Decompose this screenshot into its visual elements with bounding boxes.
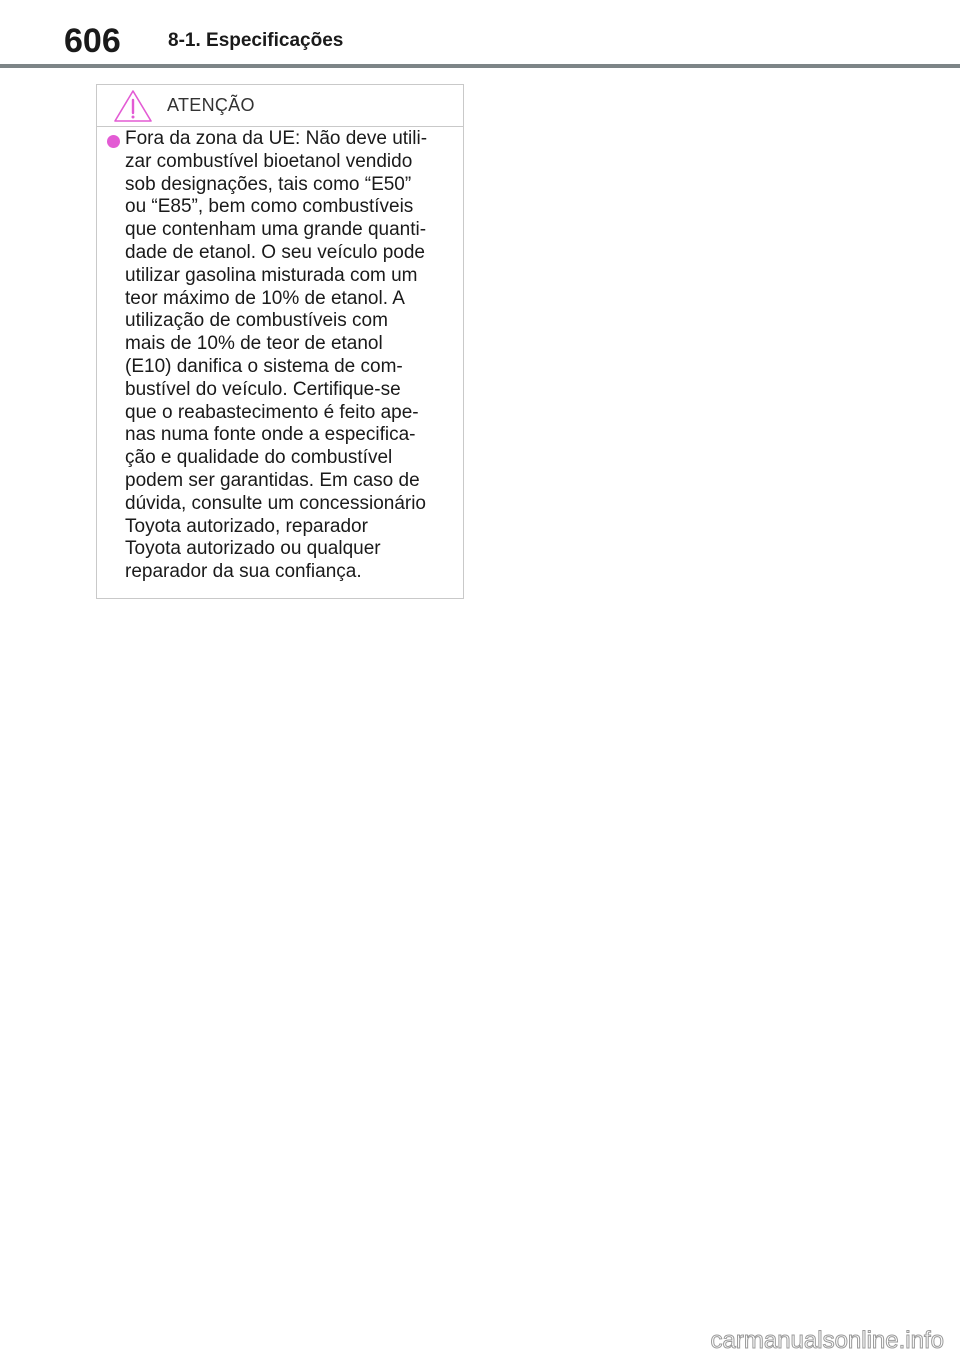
warning-text-line: mais de 10% de teor de etanol [125,333,383,355]
warning-text-line: sob designações, tais como “E50” [125,173,412,195]
warning-text-line: Fora da zona da UE: Não deve utili- [125,128,428,149]
warning-text-line: utilizar gasolina misturada com um [125,264,418,286]
watermark [586,1326,946,1354]
warning-text [125,128,451,584]
warning-text-line: ou “E85”, bem como combustíveis [125,196,414,218]
warning-text-line: zar combustível bioetanol vendido [125,150,413,172]
warning-text-line: teor máximo de 10% de etanol. A [125,287,405,309]
page-number: 606 [64,22,121,60]
warning-text-line: dade de etanol. O seu veículo pode [125,241,426,263]
warning-text-line: Toyota autorizado ou qualquer [125,538,381,560]
watermark-text: carmanualsonline.info [710,1327,944,1354]
warning-header [97,85,463,127]
warning-text-line: (E10) danifica o sistema de com- [125,355,403,377]
warning-text-line: dúvida, consulte um concessionário [125,492,427,514]
warning-text-line: bustível do veículo. Certifique-se [125,378,401,400]
warning-text-line: utilização de combustíveis com [125,310,388,332]
warning-text-line: que o reabastecimento é feito ape- [125,401,419,423]
bullet-dot [107,135,120,148]
header-divider [0,64,960,68]
warning-box [96,84,464,599]
warning-text-line: que contenham uma grande quanti- [125,219,427,241]
page-header [0,0,960,62]
warning-triangle-icon [113,89,153,123]
warning-text-line: podem ser garantidas. Em caso de [125,469,420,491]
warning-text-line: nas numa fonte onde a especifica- [125,424,416,446]
warning-text-line: ção e qualidade do combustível [125,447,393,469]
section-title: 8-1. Especificações [168,30,344,51]
warning-text-line: Toyota autorizado, reparador [125,515,368,537]
warning-text-line: reparador da sua confiança. [125,561,362,583]
warning-label: ATENÇÃO [167,95,255,115]
